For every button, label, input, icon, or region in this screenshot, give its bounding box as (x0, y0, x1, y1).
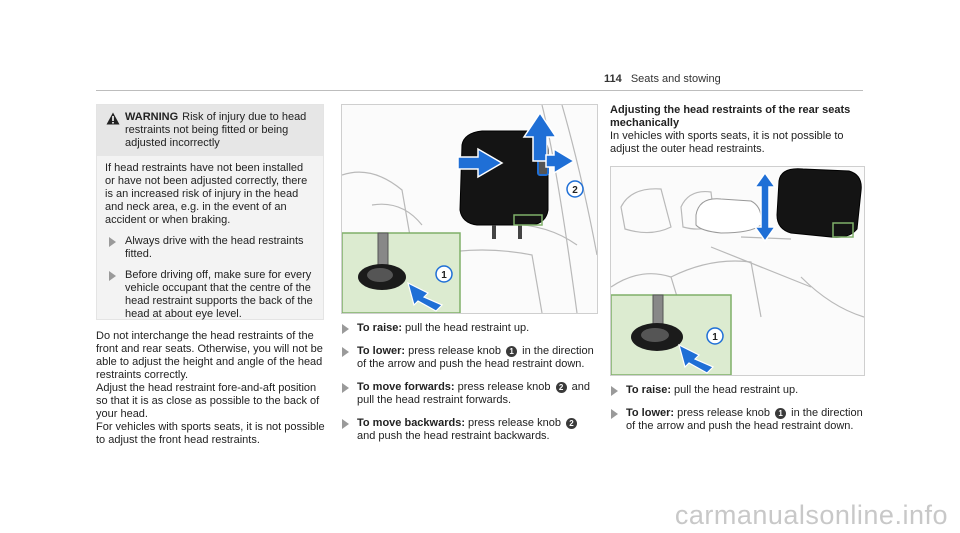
bullet-arrow-icon (109, 237, 116, 247)
step-arrow-icon (342, 324, 349, 334)
rear-head-restraint-figure (610, 166, 865, 376)
front-restraint-steps (341, 322, 597, 453)
page-number: 114 (604, 73, 622, 85)
rear-restraint-steps (610, 384, 865, 443)
warning-title: Risk of injury due to head restraints not being fitted or being adjusted incorrectly (125, 111, 307, 149)
header-rule (96, 90, 863, 91)
paragraph: Do not interchange the head restraints of the front and rear seats. Otherwise, you will not be able to adjust the height and angle of the head restraints correctly. (96, 330, 323, 381)
callout-1: 1 (712, 332, 718, 343)
step-item: To move forwards: press release knob 2 and pull the head restraint forwards. (341, 381, 597, 407)
warning-label: WARNING (125, 111, 179, 123)
step-item: To raise: pull the head restraint up. (610, 384, 865, 397)
step-arrow-icon (342, 383, 349, 393)
number-badge: 2 (556, 382, 567, 393)
bullet-arrow-icon (109, 271, 116, 281)
step-arrow-icon (611, 386, 618, 396)
step-arrow-icon (611, 409, 618, 419)
watermark: carmanualsonline.info (674, 500, 948, 530)
number-badge: 1 (506, 346, 517, 357)
column-1-text (96, 330, 326, 447)
page-header (604, 73, 721, 85)
warning-bullet: Always drive with the head restraints fitted. (105, 235, 315, 261)
paragraph: Adjust the head restraint fore-and-aft position so that it is as close as possible to the back of your head. (96, 382, 320, 420)
step-arrow-icon (342, 347, 349, 357)
step-item: To lower: press release knob 1 in the direction of the arrow and push the head restraint down. (610, 407, 865, 433)
rear-restraints-section (610, 104, 866, 156)
section-intro: In vehicles with sports seats, it is not possible to adjust the outer head restraints. (610, 130, 844, 155)
step-arrow-icon (342, 419, 349, 429)
callout-1: 1 (441, 270, 447, 281)
section-heading: Adjusting the head restraints of the rear seats mechanically (610, 104, 851, 129)
step-item: To raise: pull the head restraint up. (341, 322, 597, 335)
step-item: To move backwards: press release knob 2 and push the head restraint backwards. (341, 417, 597, 443)
front-head-restraint-figure (341, 104, 598, 314)
rear-head-restraint-illustration (611, 167, 864, 375)
front-head-restraint-illustration (342, 105, 597, 313)
warning-box (96, 104, 324, 320)
section-title: Seats and stowing (630, 73, 721, 85)
warning-body (97, 156, 323, 321)
warning-text: If head restraints have not been installed or have not been adjusted correctly, there is an increased risk of injury in the head and neck area, e.g. in the event of an accident or when braking. (105, 162, 308, 226)
warning-header (97, 105, 323, 156)
warning-bullet: Before driving off, make sure for every vehicle occupant that the centre of the head restraint supports the back of the head at about eye level. (105, 269, 315, 321)
warning-icon (106, 112, 120, 125)
number-badge: 2 (566, 418, 577, 429)
step-item: To lower: press release knob 1 in the direction of the arrow and push the head restraint down. (341, 345, 597, 371)
paragraph: For vehicles with sports seats, it is not possible to adjust the front head restraints. (96, 421, 325, 446)
callout-2: 2 (572, 185, 578, 196)
number-badge: 1 (775, 408, 786, 419)
